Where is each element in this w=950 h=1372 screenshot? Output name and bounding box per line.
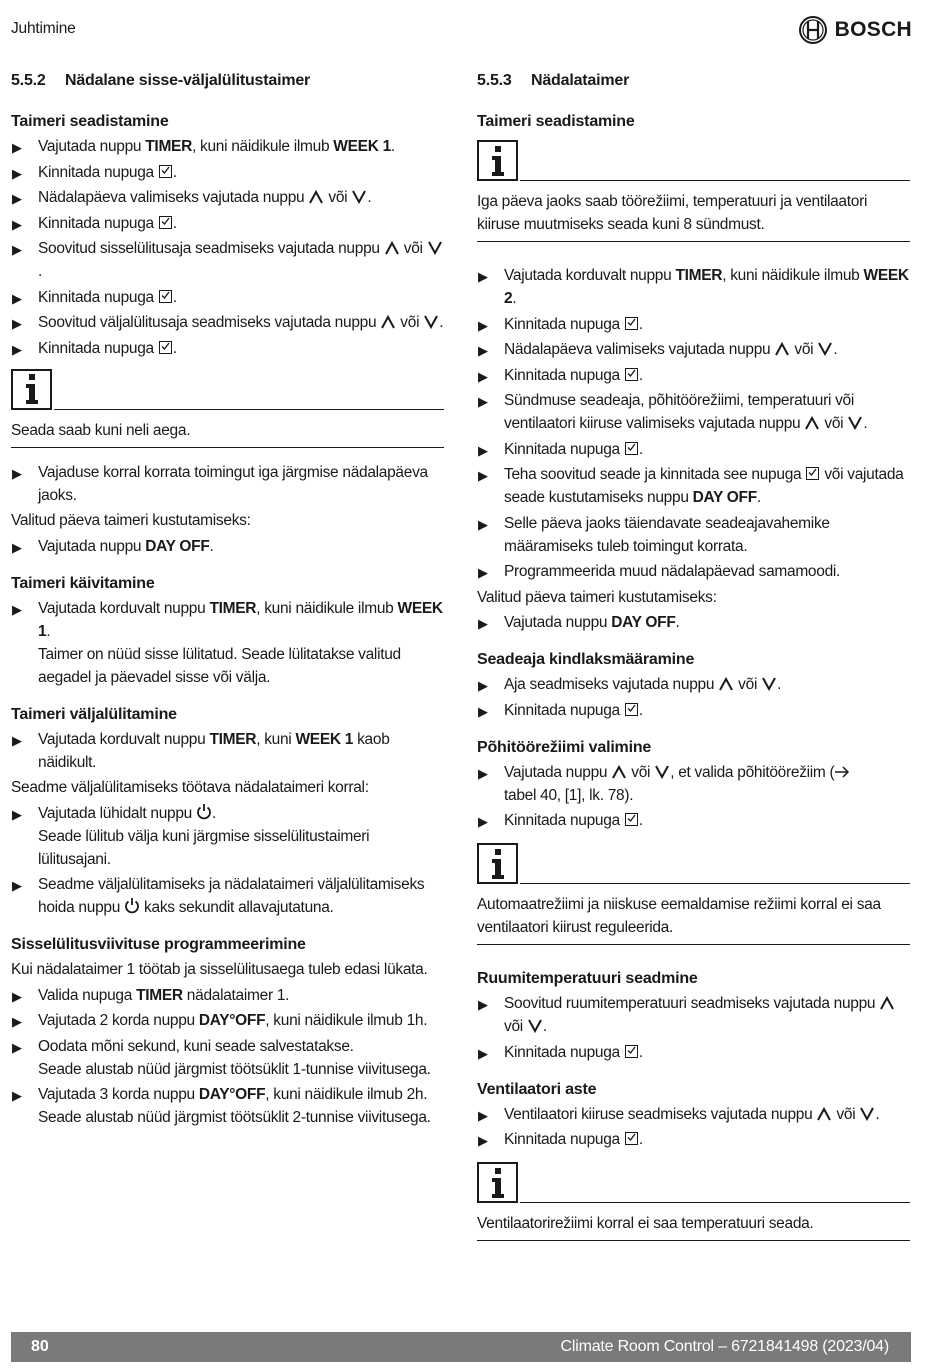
checkmark-button-icon [625,813,638,826]
subheading: Taimeri väljalülitamine [11,705,177,723]
bullet-triangle-icon: ▶ [12,732,22,748]
list-item: ▶ Ventilaatori kiiruse seadmiseks vajutada nuppu või . [477,1103,910,1126]
list-item: ▶ Selle päeva jaoks täiendavate seadeajavahemike määramiseks tuleb toimingut korrata. [478,514,830,555]
list-item: ▶ Vajutada korduvalt nuppu TIMER, kuni WEEK 1 kaob näidikult. [12,730,390,771]
bullet-triangle-icon: ▶ [12,140,22,155]
bullet-triangle-icon: ▶ [12,878,22,893]
checkmark-button-icon [625,368,638,381]
arrow-up-icon [879,996,895,1010]
list-item: ▶ Soovitud sisselülitusaja seadmiseks vajutada nuppu või . [11,237,444,283]
list-item: ▶ Nädalapäeva valimiseks vajutada nuppu või . [11,186,444,209]
power-icon [124,897,140,914]
document-id: Climate Room Control – 6721841498 (2023/04) [560,1338,889,1355]
arrow-up-icon [380,315,396,329]
info-icon [11,369,52,410]
list-item: ▶ Kinnitada nupuga . [11,337,444,360]
info-text: Seada saab kuni neli aega. [11,410,444,448]
info-text: Iga päeva jaoks saab töörežiimi, temperatuuri ja ventilaatori kiiruse muutmiseks seada kuni 8 sündmust. [477,181,910,242]
list-item: ▶ Kinnitada nupuga . [477,809,910,832]
section-title [11,72,444,98]
list-item: ▶ Seadme väljalülitamiseks ja nädalataimeri väljalülitamiseks hoida nuppu kaks sekundit allavajutatuna. [12,876,425,916]
bullet-triangle-icon: ▶ [478,997,488,1012]
info-icon [477,843,518,884]
bullet-triangle-icon: ▶ [12,539,22,555]
subheading: Põhitöörežiimi valimine [477,738,652,756]
info-note [11,368,444,448]
bullet-triangle-icon: ▶ [478,678,488,693]
subheading: Taimeri seadistamine [477,113,635,130]
bullet-triangle-icon: ▶ [12,216,22,232]
paragraph: Kui nädalataimer 1 töötab ja sisselülitusaega tuleb edasi lükata. [11,961,428,978]
list-item: ▶ Kinnitada nupuga . [477,1041,910,1064]
arrow-right-icon [834,765,850,779]
subheading: Ventilaatori aste [477,1080,597,1098]
bullet-triangle-icon: ▶ [12,601,22,617]
arrow-up-icon [816,1107,832,1121]
info-icon [477,1162,518,1203]
bullet-triangle-icon: ▶ [478,394,488,409]
list-item: ▶ Nädalapäeva valimiseks vajutada nuppu või . [477,338,910,361]
list-item: ▶ Kinnitada nupuga . [11,286,444,309]
bullet-triangle-icon: ▶ [478,343,488,358]
bullet-triangle-icon: ▶ [478,703,488,719]
checkmark-button-icon [625,442,638,455]
info-rule [520,883,910,884]
list-item: ▶ Vajutada nuppu DAY OFF. [477,611,910,634]
section-heading: Nädalataimer [531,72,630,89]
subheading: Seadeaja kindlaksmääramine [477,651,695,668]
checkmark-button-icon [806,467,819,480]
brand-logo [798,15,912,45]
list-item: ▶ Valida nupuga TIMER nädalataimer 1. [11,984,444,1007]
arrow-up-icon [774,342,790,356]
checkmark-button-icon [625,1045,638,1058]
checkmark-button-icon [159,290,172,303]
arrow-down-icon [847,416,863,430]
info-note [477,842,910,945]
checkmark-button-icon [159,165,172,178]
running-header: Juhtimine [11,20,76,37]
bullet-triangle-icon: ▶ [478,814,488,829]
section-number: 5.5.2 [11,72,46,89]
info-text: Ventilaatorirežiimi korral ei saa temperatuuri seada. [477,1203,910,1241]
section-title [477,72,910,98]
info-note [477,139,910,242]
list-item: ▶ Kinnitada nupuga . [477,1128,910,1151]
info-text: Automaatrežiimi ja niiskuse eemaldamise režiimi korral ei saa ventilaatori kiirust reguleerida. [477,884,910,945]
bullet-triangle-icon: ▶ [12,316,22,331]
bullet-triangle-icon: ▶ [12,1039,22,1055]
checkmark-button-icon [625,1132,638,1145]
bullet-triangle-icon: ▶ [478,468,488,483]
bullet-triangle-icon: ▶ [478,765,488,781]
list-item: ▶ Soovitud väljalülitusaja seadmiseks vajutada nuppu või . [11,311,444,334]
arrow-down-icon [817,342,833,356]
bullet-triangle-icon: ▶ [12,1088,22,1103]
arrow-up-icon [308,190,324,204]
left-column [11,72,444,1132]
list-item: ▶ Kinnitada nupuga . [11,161,444,184]
right-column [477,72,910,1254]
arrow-up-icon [804,416,820,430]
bullet-triangle-icon: ▶ [478,616,488,631]
bullet-triangle-icon: ▶ [478,565,488,580]
subheading: Taimeri seadistamine [11,113,169,130]
bosch-armature-icon [798,15,828,45]
bullet-triangle-icon: ▶ [478,1107,488,1123]
bullet-triangle-icon: ▶ [478,1045,488,1061]
arrow-down-icon [859,1107,875,1121]
list-item: ▶ Vajutada nuppu või , et valida põhitöörežiim ( tabel 40, [1], lk. 78). [477,761,910,807]
paragraph: Valitud päeva taimeri kustutamiseks: [11,512,251,529]
bullet-triangle-icon: ▶ [478,317,488,333]
section-number: 5.5.3 [477,72,512,89]
arrow-up-icon [611,765,627,779]
paragraph: Seadme väljalülitamiseks töötava nädalataimeri korral: [11,779,369,796]
list-item: ▶ Aja seadmiseks vajutada nuppu või . [477,673,910,696]
paragraph: Valitud päeva taimeri kustutamiseks: [477,588,717,606]
list-item: ▶ Soovitud ruumitemperatuuri seadmiseks vajutada nuppu või . [477,992,910,1038]
subheading: Sisselülitusviivituse programmeerimine [11,936,306,953]
checkmark-button-icon [159,216,172,229]
arrow-down-icon [351,190,367,204]
page-number: 80 [31,1338,49,1355]
arrow-up-icon [384,241,400,255]
section-heading: Nädalane sisse-väljalülitustaimer [65,72,311,89]
arrow-down-icon [423,315,439,329]
list-item: ▶ Kinnitada nupuga . [477,699,910,722]
checkmark-button-icon [625,317,638,330]
bullet-triangle-icon: ▶ [12,465,22,481]
arrow-up-icon [718,677,734,691]
subheading: Ruumitemperatuuri seadmine [477,970,698,987]
list-item: ▶ Kinnitada nupuga . [477,438,910,461]
list-item: ▶ Vajutada nuppu DAY OFF. [11,535,444,558]
info-rule [520,1202,910,1203]
power-icon [196,803,212,820]
info-rule [520,180,910,181]
checkmark-button-icon [159,341,172,354]
brand-name: BOSCH [834,18,912,41]
bullet-triangle-icon: ▶ [478,516,488,532]
subheading: Taimeri käivitamine [11,574,155,592]
arrow-down-icon [654,765,670,779]
checkmark-button-icon [625,703,638,716]
list-item: ▶ Sündmuse seadeaja, põhitöörežiimi, temperatuuri või ventilaatori kiiruse valimiseks vajutada nuppu või . [478,392,868,432]
info-note [477,1161,910,1241]
list-item: ▶ Vajutada korduvalt nuppu TIMER, kuni näidikule ilmub WEEK 2. [478,267,909,307]
bullet-triangle-icon: ▶ [12,341,22,357]
bullet-triangle-icon: ▶ [12,806,22,822]
list-item: ▶ Vajaduse korral korrata toimingut iga järgmise nädalapäeva jaoks. [12,463,428,504]
list-item: ▶ Vajutada 2 korda nuppu DAY°OFF, kuni näidikule ilmub 1h. [11,1009,444,1032]
arrow-down-icon [761,677,777,691]
list-item: ▶ Vajutada nuppu TIMER, kuni näidikule ilmub WEEK 1. [11,135,444,158]
page-footer [11,1332,911,1362]
arrow-down-icon [527,1019,543,1033]
bullet-triangle-icon: ▶ [12,242,22,257]
bullet-triangle-icon: ▶ [12,191,22,206]
list-item: ▶ Vajutada korduvalt nuppu TIMER, kuni näidikule ilmub WEEK 1. Taimer on nüüd sisse lülitatud. Seade lülitatakse valitud aegadel ja päevadel sisse või välja. [12,599,443,686]
bullet-triangle-icon: ▶ [12,290,22,306]
bullet-triangle-icon: ▶ [478,368,488,384]
bullet-triangle-icon: ▶ [12,165,22,181]
list-item: ▶ Oodata mõni sekund, kuni seade salvestatakse. Seade alustab nüüd järgmist töötsüklit 1-tunnise viivitusega. [12,1037,431,1078]
bullet-triangle-icon: ▶ [478,1133,488,1148]
bullet-triangle-icon: ▶ [12,1014,22,1029]
list-item: ▶ Programmeerida muud nädalapäevad samamoodi. [477,560,910,583]
bullet-triangle-icon: ▶ [478,269,488,284]
list-item: ▶ Kinnitada nupuga . [11,212,444,235]
info-rule [54,409,444,410]
list-item: ▶ Vajutada 3 korda nuppu DAY°OFF, kuni näidikule ilmub 2h. Seade alustab nüüd järgmist töötsüklit 2-tunnise viivitusega. [12,1086,431,1126]
list-item: ▶ Teha soovitud seade ja kinnitada see nupuga või vajutada seade kustutamiseks nuppu DAY OFF. [478,466,904,506]
bullet-triangle-icon: ▶ [12,988,22,1004]
bullet-triangle-icon: ▶ [478,442,488,458]
arrow-down-icon [427,241,443,255]
list-item: ▶ Kinnitada nupuga . [477,313,910,336]
list-item: ▶ Vajutada lühidalt nuppu . Seade lülitub välja kuni järgmise sisselülitustaimeri lülitusajani. [12,804,370,868]
info-icon [477,140,518,181]
list-item: ▶ Kinnitada nupuga . [477,364,910,387]
